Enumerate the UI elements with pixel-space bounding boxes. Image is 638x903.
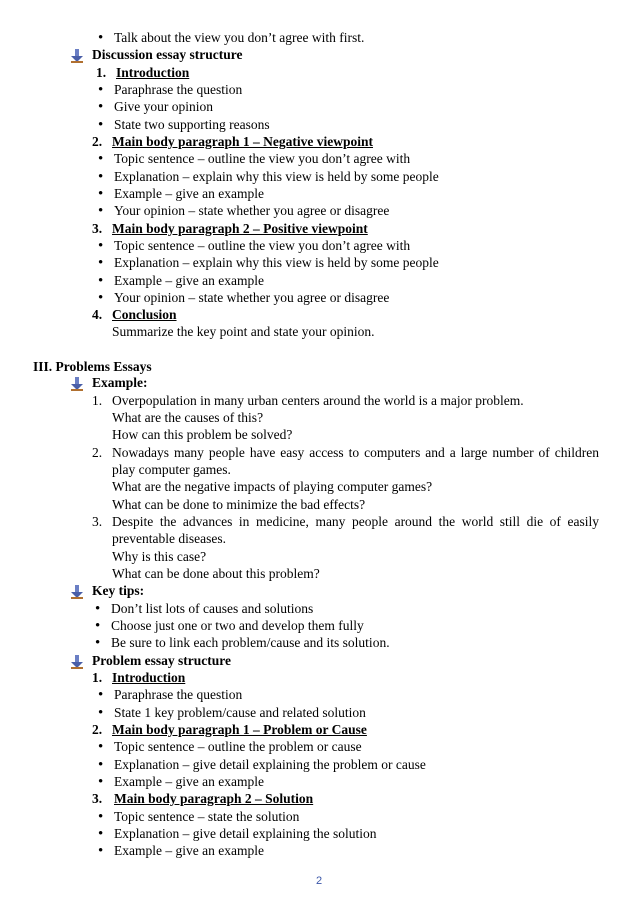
bullet-item: •Explanation – explain why this view is held by some people (98, 254, 439, 272)
bullet-item: •Paraphrase the question (98, 81, 242, 99)
example-item: 2. (92, 445, 103, 460)
bullet-icon (98, 202, 114, 220)
bullet-item: •Be sure to link each problem/cause and its solution. (95, 634, 390, 652)
bullet-item: •Talk about the view you don’t agree with first. (98, 29, 364, 47)
bullet-item: •Topic sentence – outline the view you don’t agree with (98, 237, 410, 255)
bullet-item: •Your opinion – state whether you agree or disagree (98, 202, 389, 220)
bullet-icon (98, 150, 114, 168)
bullet-icon (98, 738, 114, 756)
example-line: What can be done to minimize the bad effects? (112, 497, 366, 512)
bullet-item: •Example – give an example (98, 773, 264, 791)
bullet-icon (98, 254, 114, 272)
bullet-item: •Explanation – explain why this view is held by some people (98, 168, 439, 186)
bullet-item: •Topic sentence – outline the view you don’t agree with (98, 150, 410, 168)
bullet-icon (98, 289, 114, 307)
arrow-down-icon (70, 377, 84, 391)
example-line: What are the causes of this? (112, 410, 264, 425)
arrow-down-icon (70, 585, 84, 599)
numbered-heading: 1. Introduction (92, 670, 186, 685)
bullet-item: •Example – give an example (98, 842, 264, 860)
arrow-down-icon (70, 49, 84, 63)
bullet-icon (98, 825, 114, 843)
bullet-icon (98, 185, 114, 203)
subsection-heading: Key tips: (92, 583, 145, 598)
bullet-icon (95, 617, 111, 635)
numbered-heading: 3. Main body paragraph 2 – Solution (92, 791, 314, 806)
bullet-item: •Paraphrase the question (98, 686, 242, 704)
numbered-heading: 2. Main body paragraph 1 – Negative viewpoint (92, 134, 374, 149)
bullet-icon (98, 756, 114, 774)
bullet-icon (98, 272, 114, 290)
example-line: Why is this case? (112, 549, 207, 564)
bullet-item: •Explanation – give detail explaining the solution (98, 825, 376, 843)
conclusion-text: Summarize the key point and state your opinion. (112, 324, 375, 339)
section-title: III. Problems Essays (33, 359, 152, 374)
bullet-icon (98, 168, 114, 186)
example-line: What can be done about this problem? (112, 566, 320, 581)
example-line: What are the negative impacts of playing computer games? (112, 479, 433, 494)
bullet-item: •Topic sentence – outline the problem or cause (98, 738, 362, 756)
bullet-icon (98, 98, 114, 116)
bullet-icon (98, 773, 114, 791)
bullet-item: •State 1 key problem/cause and related solution (98, 704, 366, 722)
numbered-heading: 4. Conclusion (92, 307, 177, 322)
bullet-item: •Topic sentence – state the solution (98, 808, 299, 826)
bullet-item: •State two supporting reasons (98, 116, 270, 134)
bullet-icon (98, 29, 114, 47)
bullet-icon (98, 237, 114, 255)
bullet-icon (98, 704, 114, 722)
subsection-heading: Problem essay structure (92, 653, 231, 668)
bullet-item: •Your opinion – state whether you agree or disagree (98, 289, 389, 307)
subsection-heading: Example: (92, 375, 148, 390)
bullet-icon (98, 116, 114, 134)
example-line: play computer games. (112, 462, 231, 477)
numbered-heading: 3. Main body paragraph 2 – Positive viewpoint (92, 221, 368, 236)
bullet-item: •Explanation – give detail explaining the problem or cause (98, 756, 426, 774)
example-item: 3. (92, 514, 103, 529)
bullet-icon (98, 81, 114, 99)
bullet-icon (98, 808, 114, 826)
bullet-icon (95, 634, 111, 652)
example-line: Nowadays many people have easy access to computers and a large number of children (112, 445, 599, 460)
section-heading: Discussion essay structure (92, 47, 243, 62)
bullet-item: •Choose just one or two and develop them fully (95, 617, 364, 635)
bullet-item: •Give your opinion (98, 98, 213, 116)
bullet-item: •Example – give an example (98, 272, 264, 290)
example-item: 1. Overpopulation in many urban centers around the world is a major problem. (92, 393, 524, 408)
page-number: 2 (315, 875, 323, 887)
bullet-item: •Example – give an example (98, 185, 264, 203)
bullet-icon (98, 842, 114, 860)
numbered-heading: 2. Main body paragraph 1 – Problem or Cause (92, 722, 367, 737)
example-line: Despite the advances in medicine, many people around the world still die of easily (112, 514, 599, 529)
example-line: How can this problem be solved? (112, 427, 293, 442)
bullet-item: •Don’t list lots of causes and solutions (95, 600, 313, 618)
example-line: preventable diseases. (112, 531, 226, 546)
numbered-heading: 1. Introduction (96, 65, 190, 80)
bullet-icon (95, 600, 111, 618)
bullet-icon (98, 686, 114, 704)
arrow-down-icon (70, 655, 84, 669)
